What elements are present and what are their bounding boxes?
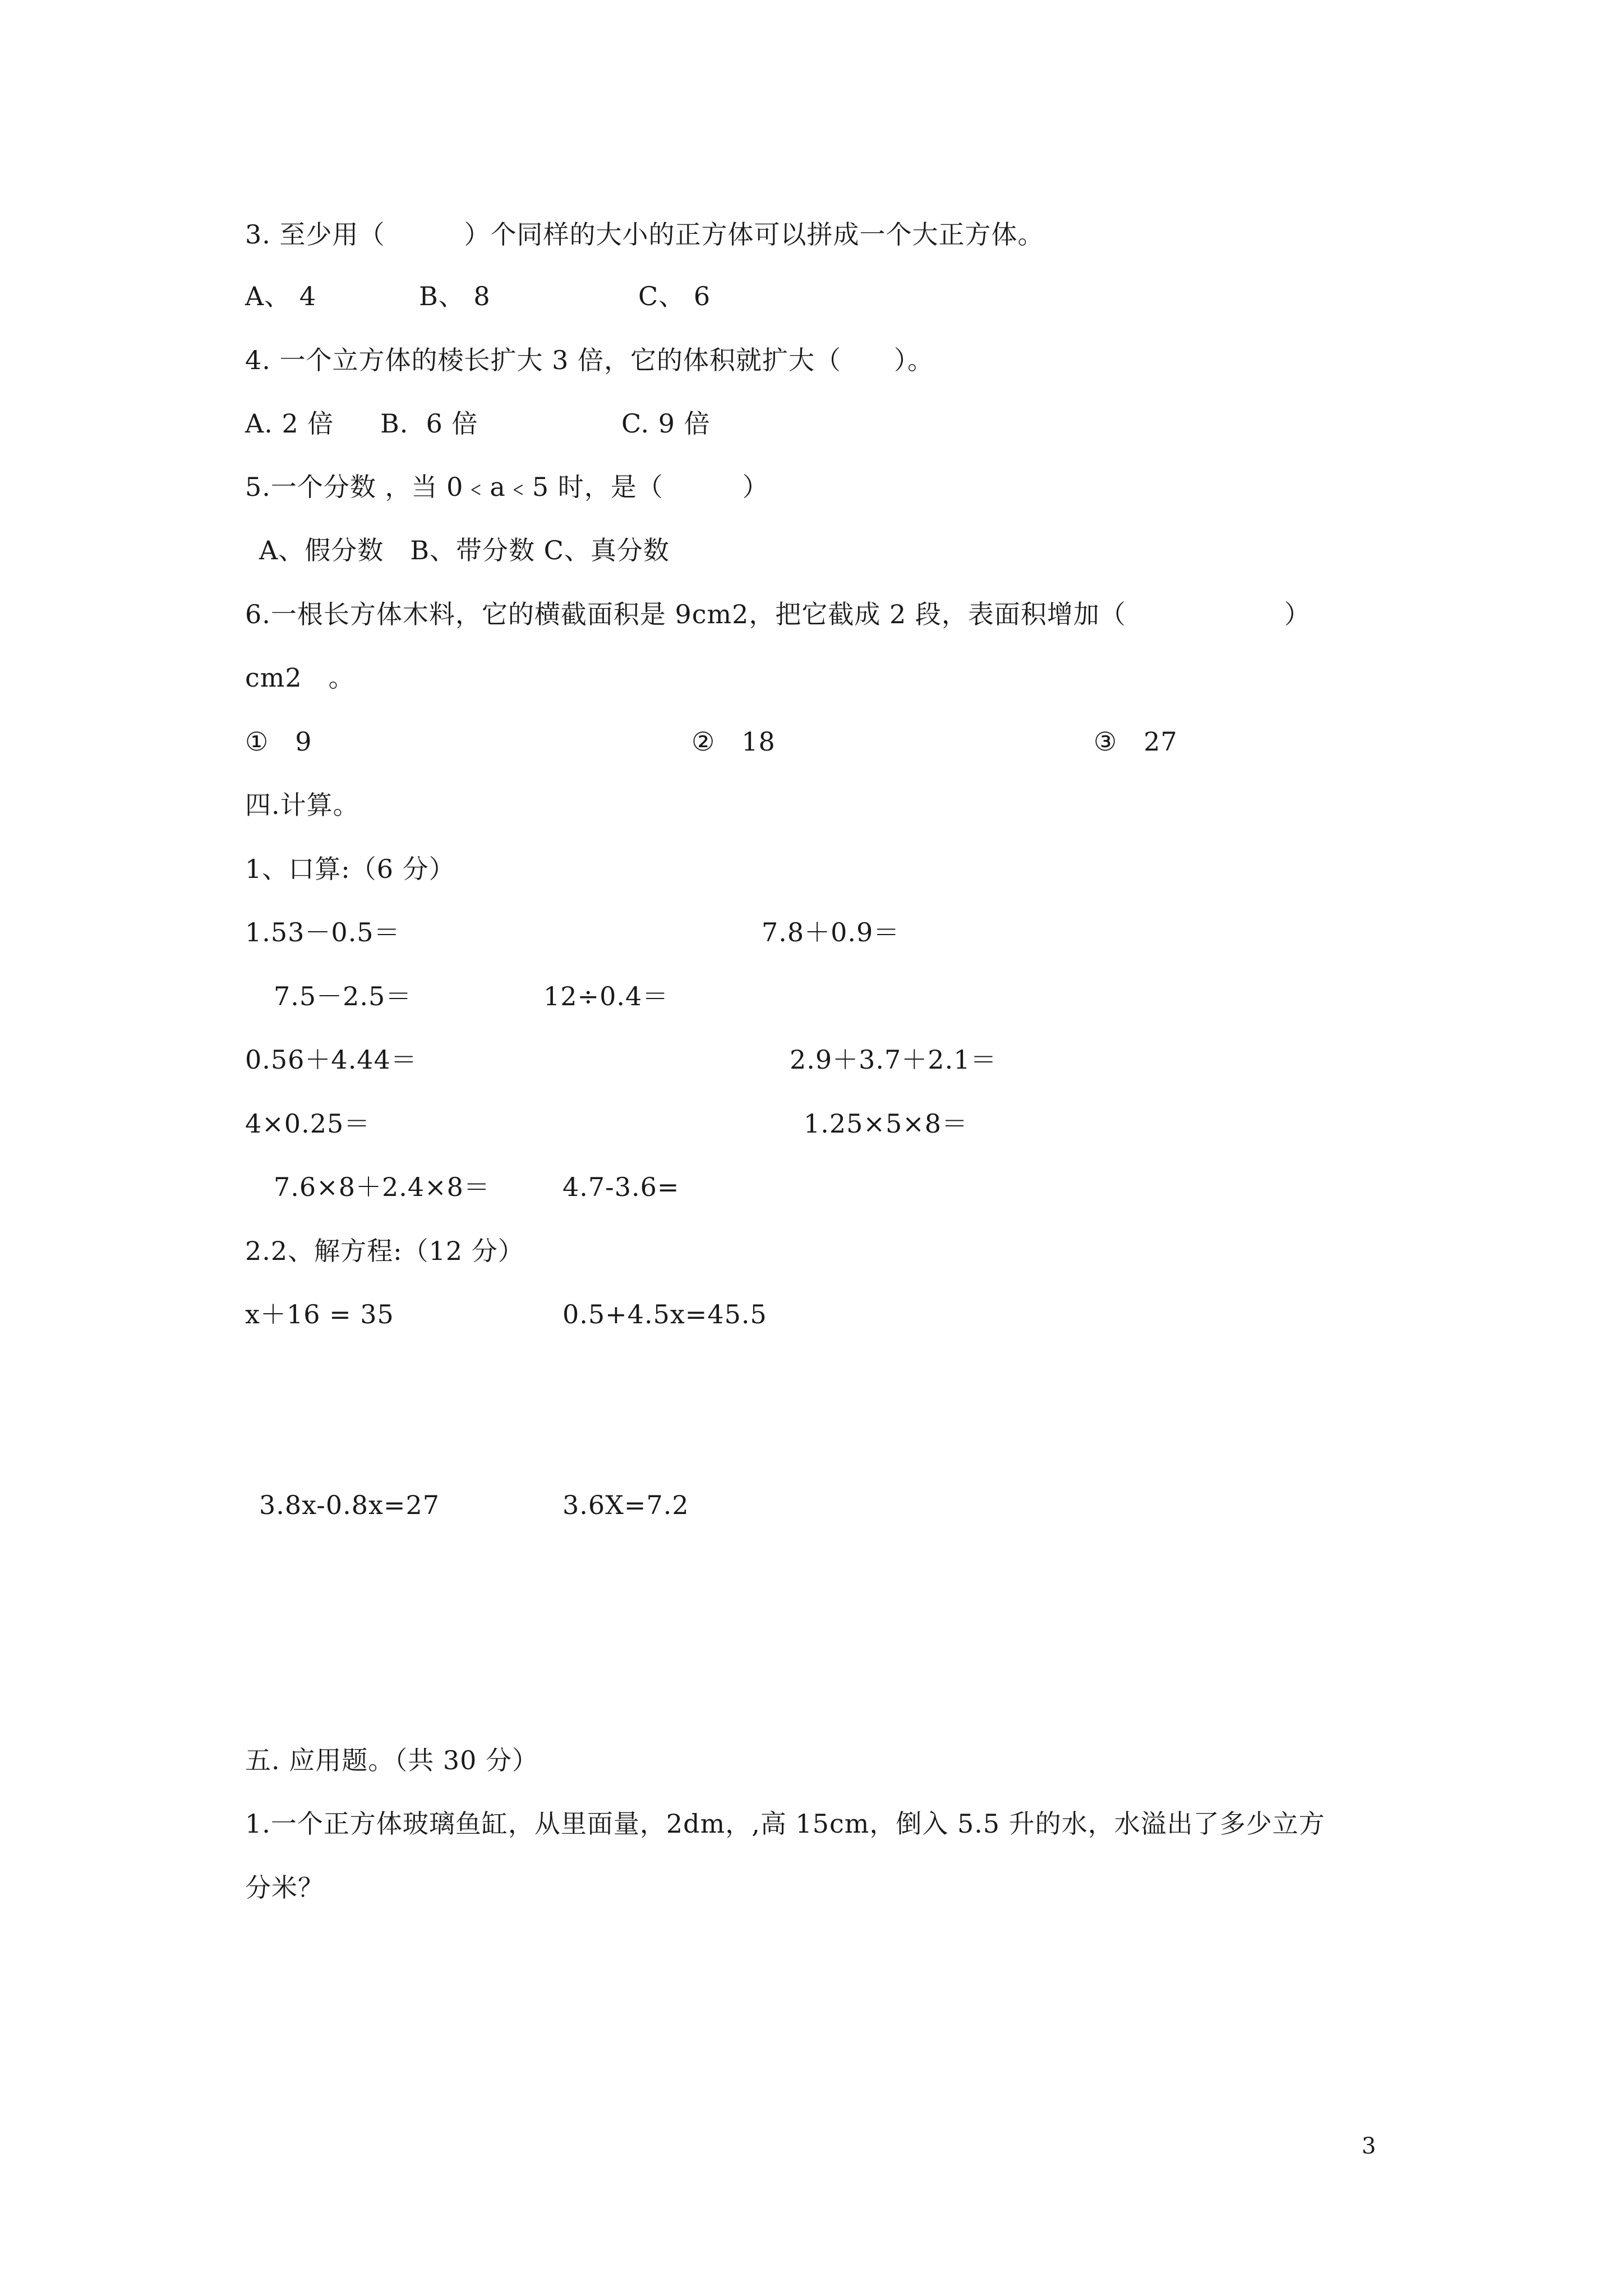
question-6-text-line-1: 6.一根长方体木料，它的横截面积是 9cm2，把它截成 2 段，表面积增加（ ）	[245, 599, 1311, 629]
equation-item: 0.5+4.5x=45.5	[562, 1299, 767, 1329]
page-number: 3	[1362, 2133, 1376, 2159]
question-3-text: 3. 至少用（ ）个同样的大小的正方体可以拼成一个大正方体。	[245, 219, 1044, 250]
equation-item: 3.8x-0.8x=27	[259, 1490, 440, 1520]
oral-calc-item: 7.5－2.5＝	[274, 981, 412, 1011]
section-5-heading: 五. 应用题。（共 30 分）	[245, 1745, 539, 1775]
oral-calc-item: 0.56＋4.44＝	[245, 1045, 417, 1075]
question-6-option-3: ③ 27	[1094, 726, 1178, 757]
equation-item: x＋16 = 35	[245, 1299, 394, 1329]
section-4-heading: 四.计算。	[245, 790, 359, 820]
question-4-option-b: B. 6 倍	[380, 408, 478, 439]
equations-heading: 2.2、解方程:（12 分）	[245, 1236, 524, 1266]
question-3-option-a: A、 4	[245, 281, 317, 311]
oral-calc-item: 1.25×5×8＝	[804, 1108, 969, 1139]
question-4-text: 4. 一个立方体的棱长扩大 3 倍，它的体积就扩大（ ）。	[245, 345, 934, 375]
question-4-option-c: C. 9 倍	[621, 408, 711, 439]
oral-calc-item: 4×0.25＝	[245, 1108, 371, 1139]
application-question-1-line-2: 分米？	[245, 1872, 324, 1903]
oral-calc-item: 12÷0.4＝	[543, 981, 669, 1011]
oral-calc-item: 4.7-3.6=	[562, 1172, 680, 1202]
question-6-option-2: ② 18	[691, 726, 776, 757]
question-3-option-c: C、 6	[638, 281, 711, 311]
question-5-options: A、假分数 B、带分数 C、真分数	[259, 535, 670, 565]
oral-calc-item: 7.8＋0.9＝	[762, 917, 900, 947]
oral-calc-item: 7.6×8＋2.4×8＝	[274, 1172, 490, 1202]
oral-calc-item: 1.53－0.5＝	[245, 917, 400, 947]
question-6-text-line-2: cm2 。	[245, 662, 355, 693]
question-4-option-a: A. 2 倍	[245, 408, 334, 439]
oral-calc-heading: 1、口算:（6 分）	[245, 854, 455, 884]
oral-calc-item: 2.9＋3.7＋2.1＝	[790, 1045, 997, 1075]
equation-item: 3.6X=7.2	[562, 1490, 689, 1520]
application-question-1-line-1: 1.一个正方体玻璃鱼缸，从里面量，2dm，,高 15cm，倒入 5.5 升的水，水溢出了多少立方	[245, 1809, 1325, 1839]
question-3-option-b: B、 8	[419, 281, 491, 311]
question-5-text: 5.一个分数 ，当 0﹤a﹤5 时，是（ ）	[245, 472, 769, 502]
question-6-option-1: ① 9	[245, 726, 312, 757]
